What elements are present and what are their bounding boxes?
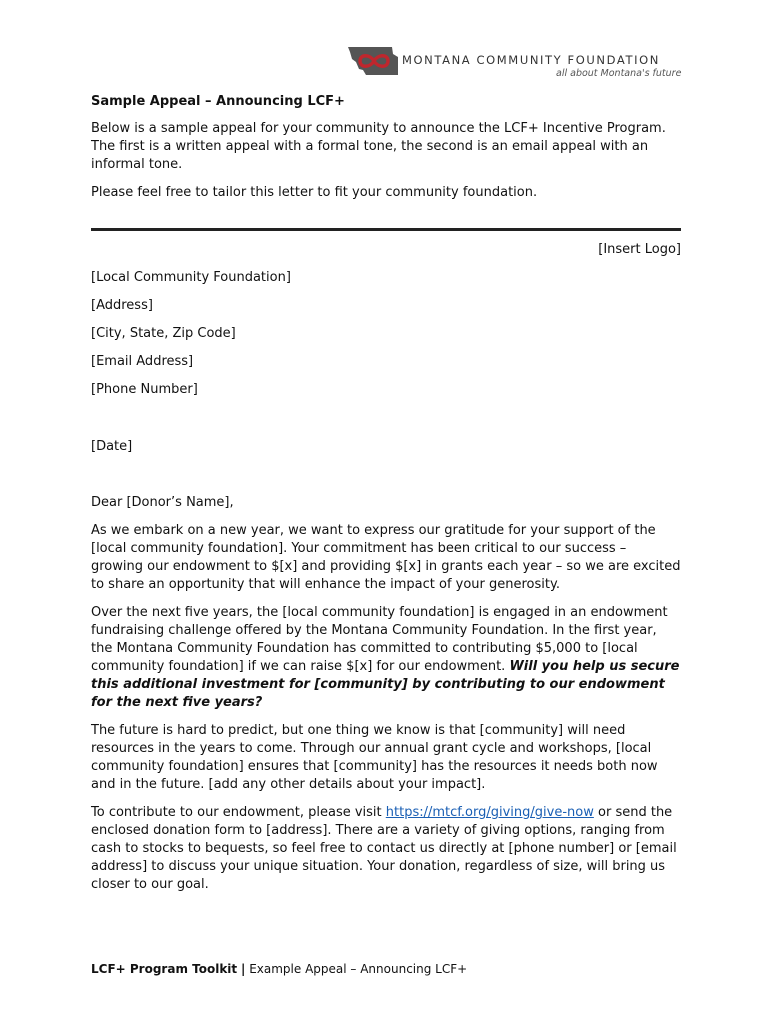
contribute-text-before-link: To contribute to our endowment, please visit (91, 805, 382, 820)
address-line-foundation: [Local Community Foundation] (91, 270, 291, 285)
give-now-link[interactable]: https://mtcf.org/giving/give-now (385, 805, 594, 820)
challenge-call-to-action: Will you help us secure this additional investment for [community] by contributing to our endowment for the next five years? (91, 659, 680, 710)
address-line-phone: [Phone Number] (91, 382, 198, 397)
letter-date: [Date] (91, 439, 133, 454)
address-line-email: [Email Address] (91, 354, 194, 369)
letter-paragraph-gratitude: As we embark on a new year, we want to express our gratitude for your support of the [local community foundation]. Your commitment has been critical to our success – growing our endowment to $[x] and providing $[x] in grants each year – so we are excited to share an opportunity that will enhance the impact of your generosity. (91, 523, 681, 592)
document-body (91, 93, 681, 894)
insert-logo-placeholder: [Insert Logo] (598, 242, 681, 257)
logo-tagline: all about Montana's future (556, 68, 682, 79)
address-line-street: [Address] (91, 298, 153, 313)
sender-address-block (91, 269, 681, 399)
letter-greeting: Dear [Donor’s Name], (91, 495, 234, 510)
letter-paragraph-contribute (91, 804, 681, 894)
montana-infinity-icon (346, 44, 400, 80)
logo-org-name: MONTANA COMMUNITY FOUNDATION (402, 53, 660, 67)
contribute-text-after-link: or send the enclosed donation form to [address]. There are a variety of giving options, ranging from cash to stocks to bequests, so feel free to contact us directly at [phone number] or [email address] to discuss your unique situation. Your donation, regardless of size, will bring us closer to our goal. (91, 805, 677, 892)
letter-paragraph-challenge (91, 604, 681, 712)
letter-paragraph-future: The future is hard to predict, but one thing we know is that [community] will need resources in the years to come. Through our annual grant cycle and workshops, [local community foundation] ensures that [community] has the resources it needs both now and in the future. [add any other details about your impact]. (91, 723, 658, 792)
organization-logo (346, 44, 686, 84)
page-title: Sample Appeal – Announcing LCF+ (91, 94, 345, 109)
footer-separator: | (240, 962, 246, 976)
footer-document-subtitle: Example Appeal – Announcing LCF+ (249, 962, 468, 976)
section-divider (91, 228, 681, 231)
page-footer (91, 962, 467, 976)
address-line-city-state-zip: [City, State, Zip Code] (91, 326, 236, 341)
challenge-text: Over the next five years, the [local community foundation] is engaged in an endowment fundraising challenge offered by the Montana Community Foundation. In the first year, the Montana Community Foundation has committed to contributing $5,000 to [local community foundation] if we can raise $[x] for our endowment. (91, 605, 668, 674)
intro-paragraph: Below is a sample appeal for your community to announce the LCF+ Incentive Program. The first is a written appeal with a formal tone, the second is an email appeal with an informal tone. (91, 121, 666, 172)
footer-toolkit-title: LCF+ Program Toolkit (91, 962, 238, 976)
intro-tailor-note: Please feel free to tailor this letter to fit your community foundation. (91, 185, 538, 200)
